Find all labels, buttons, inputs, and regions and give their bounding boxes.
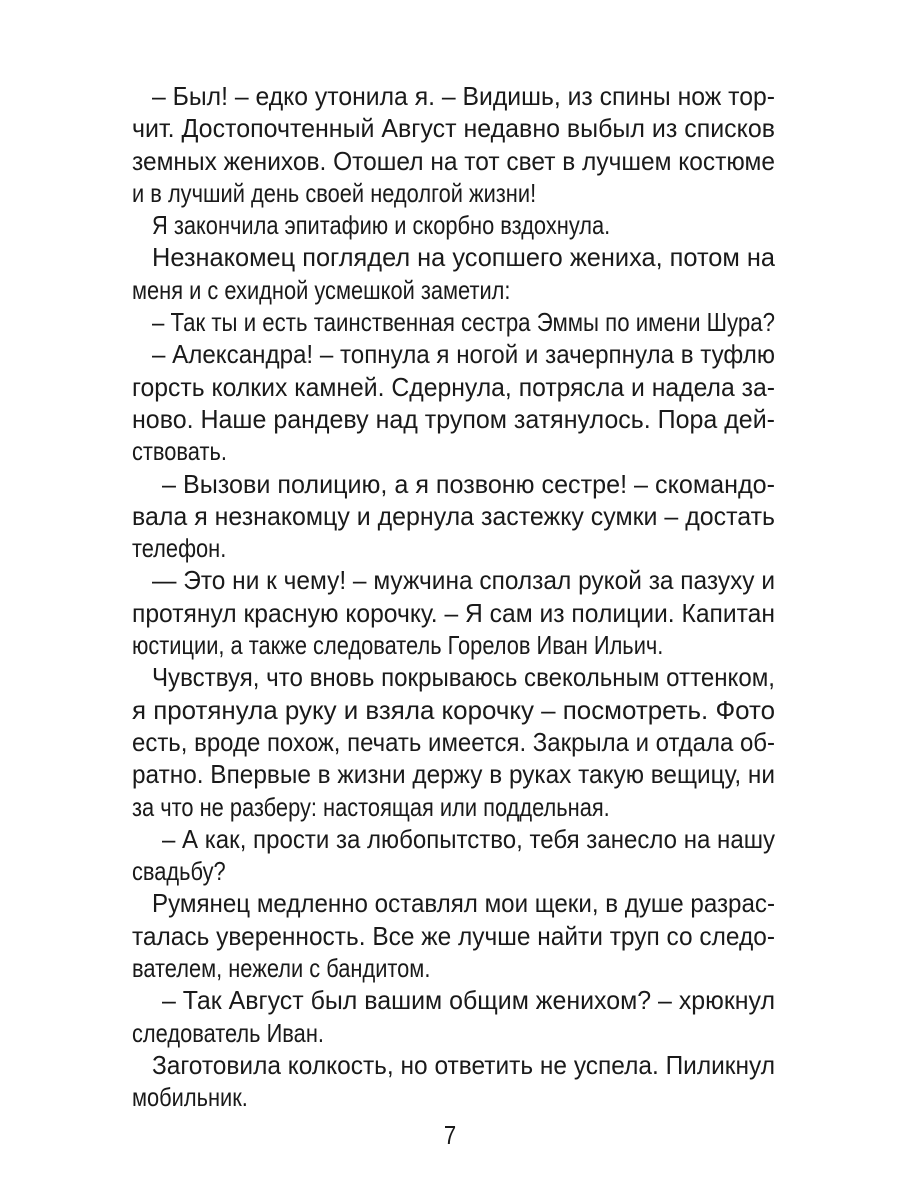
- text-line-content: Румянец медленно оставлял мои щеки, в душе разрас-: [152, 888, 775, 919]
- text-line-content: телефон.: [132, 533, 227, 564]
- text-line-content: талась уверенность. Все же лучше найти труп со следо-: [132, 920, 775, 951]
- text-line-content: – Так Август был вашим общим женихом? – хрюкнул: [162, 985, 775, 1016]
- text-line: [132, 920, 775, 952]
- text-line: [132, 758, 775, 790]
- text-line: [132, 145, 775, 177]
- text-line-content: вала я незнакомцу и дернула застежку сумки – достать: [132, 500, 775, 531]
- text-line-content: Чувствуя, что вновь покрываюсь свекольным оттенком,: [152, 662, 775, 693]
- text-line-content: следователь Иван.: [132, 1017, 324, 1048]
- text-line-content: ствовать.: [132, 436, 227, 467]
- text-line: [132, 338, 775, 370]
- page-number: 7: [443, 1120, 457, 1150]
- text-line: [132, 887, 775, 919]
- text-line: [132, 823, 775, 855]
- text-line-content: – А как, прости за любопытство, тебя занесло на нашу: [162, 823, 775, 854]
- text-line: [132, 112, 775, 144]
- text-line: [132, 661, 775, 693]
- text-line-content: чит. Достопочтенный Август недавно выбыл из списков: [132, 113, 775, 144]
- text-line-content: Заготовила колкость, но ответить не успела. Пиликнул: [152, 1049, 775, 1080]
- text-line-content: — Это ни к чему! – мужчина сползал рукой за пазуху и: [152, 565, 775, 596]
- text-line: [132, 80, 775, 112]
- text-line: [132, 629, 775, 661]
- text-line: [132, 371, 775, 403]
- text-line-content: ратно. Впервые в жизни держу в руках такую вещицу, ни: [132, 759, 775, 790]
- text-line-content: мобильник.: [132, 1082, 248, 1113]
- text-line: [132, 791, 775, 823]
- text-line: [132, 726, 775, 758]
- text-line-content: я протянула руку и взяла корочку – посмотреть. Фото: [132, 694, 775, 725]
- page-body: [132, 80, 775, 1114]
- text-line: [132, 597, 775, 629]
- text-line: [132, 1017, 775, 1049]
- text-line-content: – Так ты и есть таинственная сестра Эммы по имени Шура?: [152, 307, 775, 338]
- text-line-content: вателем, нежели с бандитом.: [132, 953, 431, 984]
- text-line-content: за что не разберу: настоящая или поддельная.: [132, 791, 610, 822]
- text-line: [132, 209, 775, 241]
- text-line-content: Я закончила эпитафию и скорбно вздохнула.: [152, 210, 611, 241]
- text-line-content: юстиции, а также следователь Горелов Иван Ильич.: [132, 630, 664, 661]
- text-line: [132, 1049, 775, 1081]
- text-line-content: – Вызови полицию, а я позвоню сестре! – скомандо-: [162, 468, 775, 499]
- text-line: [132, 274, 775, 306]
- text-line: [132, 468, 775, 500]
- text-line: [132, 532, 775, 564]
- text-line-content: горсть колких камней. Сдернула, потрясла и надела за-: [132, 371, 775, 402]
- text-line-content: ново. Наше рандеву над трупом затянулось. Пора дей-: [132, 403, 775, 434]
- text-line: [132, 435, 775, 467]
- text-line: [132, 855, 775, 887]
- text-line: [132, 564, 775, 596]
- text-line: [132, 694, 775, 726]
- text-line: [132, 1081, 775, 1113]
- text-line-content: протянул красную корочку. – Я сам из полиции. Капитан: [132, 597, 775, 628]
- text-line-content: – Александра! – топнула я ногой и зачерпнула в туфлю: [152, 339, 775, 370]
- text-line-content: свадьбу?: [132, 856, 226, 887]
- text-line: [132, 241, 775, 273]
- text-line-content: и в лучший день своей недолгой жизни!: [132, 177, 537, 208]
- text-line-content: меня и с ехидной усмешкой заметил:: [132, 274, 511, 305]
- text-line: [132, 952, 775, 984]
- text-line-content: есть, вроде похож, печать имеется. Закрыла и отдала об-: [132, 726, 775, 757]
- text-line: [132, 500, 775, 532]
- text-line-content: – Был! – едко утонила я. – Видишь, из спины нож тор-: [152, 81, 775, 111]
- text-line: [132, 177, 775, 209]
- text-line: [132, 984, 775, 1016]
- text-line-content: земных женихов. Отошел на тот свет в лучшем костюме: [132, 145, 775, 176]
- text-line: [132, 403, 775, 435]
- text-line-content: Незнакомец поглядел на усопшего жениха, потом на: [152, 242, 775, 273]
- text-line: [132, 306, 775, 338]
